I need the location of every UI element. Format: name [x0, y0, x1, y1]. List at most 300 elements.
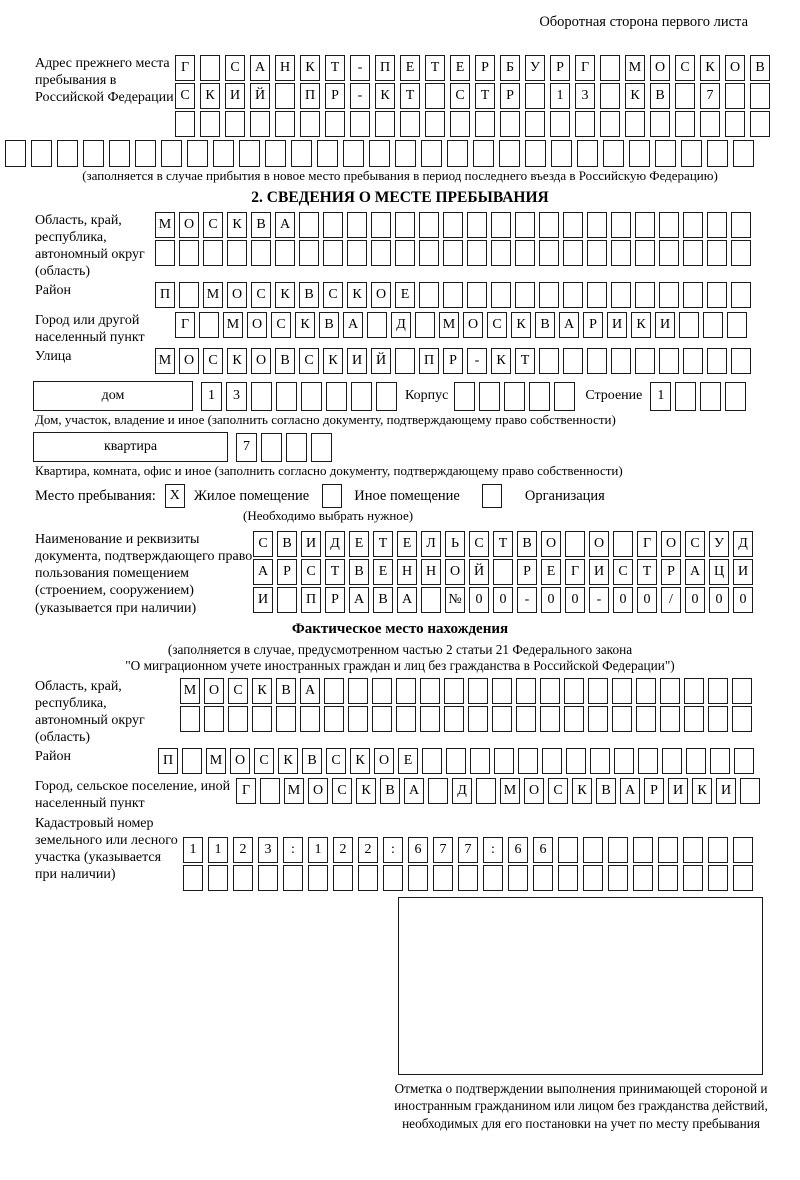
- grid-cell[interactable]: [228, 706, 248, 732]
- grid-cell[interactable]: В: [276, 678, 296, 704]
- grid-cell[interactable]: Д: [325, 531, 345, 557]
- grid-cell[interactable]: [681, 140, 702, 167]
- grid-cell[interactable]: 3: [575, 83, 595, 109]
- grid-cell[interactable]: [660, 706, 680, 732]
- grid-cell[interactable]: В: [349, 559, 369, 585]
- grid-cell[interactable]: 6: [533, 837, 553, 863]
- grid-cell[interactable]: К: [275, 282, 295, 308]
- grid-cell[interactable]: [516, 678, 536, 704]
- grid-cell[interactable]: С: [326, 748, 346, 774]
- grid-cell[interactable]: [479, 382, 500, 411]
- grid-cell[interactable]: П: [301, 587, 321, 613]
- grid-cell[interactable]: 0: [541, 587, 561, 613]
- grid-cell[interactable]: Г: [175, 312, 195, 338]
- grid-cell[interactable]: [725, 83, 745, 109]
- grid-cell[interactable]: С: [323, 282, 343, 308]
- grid-cell[interactable]: Г: [236, 778, 256, 804]
- grid-cell[interactable]: С: [613, 559, 633, 585]
- grid-cell[interactable]: И: [607, 312, 627, 338]
- grid-cell[interactable]: [733, 837, 753, 863]
- grid-cell[interactable]: -: [350, 83, 370, 109]
- grid-cell[interactable]: 7: [433, 837, 453, 863]
- grid-cell[interactable]: [683, 240, 703, 266]
- grid-cell[interactable]: [539, 240, 559, 266]
- grid-cell[interactable]: Е: [450, 55, 470, 81]
- grid-cell[interactable]: [540, 706, 560, 732]
- checkbox-inoe[interactable]: [322, 484, 342, 508]
- grid-cell[interactable]: [371, 240, 391, 266]
- grid-cell[interactable]: [199, 312, 219, 338]
- grid-cell[interactable]: [369, 140, 390, 167]
- grid-cell[interactable]: 7: [458, 837, 478, 863]
- grid-cell[interactable]: [540, 678, 560, 704]
- grid-cell[interactable]: /: [661, 587, 681, 613]
- grid-cell[interactable]: [252, 706, 272, 732]
- grid-cell[interactable]: [508, 865, 528, 891]
- grid-cell[interactable]: [204, 706, 224, 732]
- grid-cell[interactable]: [301, 382, 322, 411]
- grid-cell[interactable]: [731, 240, 751, 266]
- grid-cell[interactable]: -: [589, 587, 609, 613]
- grid-cell[interactable]: О: [230, 748, 250, 774]
- grid-cell[interactable]: К: [323, 348, 343, 374]
- grid-cell[interactable]: А: [300, 678, 320, 704]
- grid-cell[interactable]: [515, 240, 535, 266]
- grid-cell[interactable]: М: [500, 778, 520, 804]
- grid-cell[interactable]: [583, 865, 603, 891]
- grid-cell[interactable]: [31, 140, 52, 167]
- grid-cell[interactable]: Й: [250, 83, 270, 109]
- grid-cell[interactable]: [491, 240, 511, 266]
- grid-cell[interactable]: Р: [325, 587, 345, 613]
- grid-cell[interactable]: Р: [644, 778, 664, 804]
- grid-cell[interactable]: [550, 111, 570, 137]
- grid-cell[interactable]: [347, 212, 367, 238]
- grid-cell[interactable]: П: [375, 55, 395, 81]
- grid-cell[interactable]: Т: [493, 531, 513, 557]
- grid-cell[interactable]: [577, 140, 598, 167]
- grid-cell[interactable]: Р: [550, 55, 570, 81]
- grid-cell[interactable]: [683, 865, 703, 891]
- grid-cell[interactable]: 2: [358, 837, 378, 863]
- grid-cell[interactable]: [323, 212, 343, 238]
- grid-cell[interactable]: [525, 140, 546, 167]
- grid-cell[interactable]: [275, 111, 295, 137]
- grid-cell[interactable]: [733, 865, 753, 891]
- grid-cell[interactable]: [491, 282, 511, 308]
- grid-cell[interactable]: [655, 140, 676, 167]
- grid-cell[interactable]: А: [397, 587, 417, 613]
- grid-cell[interactable]: [425, 83, 445, 109]
- grid-cell[interactable]: [525, 83, 545, 109]
- grid-cell[interactable]: №: [445, 587, 465, 613]
- grid-cell[interactable]: 7: [236, 433, 257, 462]
- grid-cell[interactable]: [539, 212, 559, 238]
- grid-cell[interactable]: Н: [421, 559, 441, 585]
- grid-cell[interactable]: [109, 140, 130, 167]
- grid-cell[interactable]: [660, 678, 680, 704]
- grid-cell[interactable]: К: [356, 778, 376, 804]
- grid-cell[interactable]: 7: [700, 83, 720, 109]
- grid-cell[interactable]: С: [203, 348, 223, 374]
- grid-cell[interactable]: [275, 240, 295, 266]
- grid-cell[interactable]: И: [225, 83, 245, 109]
- grid-cell[interactable]: [707, 282, 727, 308]
- grid-cell[interactable]: -: [517, 587, 537, 613]
- grid-cell[interactable]: [600, 83, 620, 109]
- grid-cell[interactable]: [636, 678, 656, 704]
- grid-cell[interactable]: У: [709, 531, 729, 557]
- grid-cell[interactable]: К: [347, 282, 367, 308]
- grid-cell[interactable]: [636, 706, 656, 732]
- grid-cell[interactable]: [396, 706, 416, 732]
- grid-cell[interactable]: А: [620, 778, 640, 804]
- grid-cell[interactable]: [600, 111, 620, 137]
- grid-cell[interactable]: [251, 240, 271, 266]
- grid-cell[interactable]: [629, 140, 650, 167]
- grid-cell[interactable]: [444, 706, 464, 732]
- grid-cell[interactable]: Н: [397, 559, 417, 585]
- grid-cell[interactable]: С: [450, 83, 470, 109]
- grid-cell[interactable]: В: [251, 212, 271, 238]
- grid-cell[interactable]: [208, 865, 228, 891]
- grid-cell[interactable]: [494, 748, 514, 774]
- grid-cell[interactable]: [251, 382, 272, 411]
- grid-cell[interactable]: В: [302, 748, 322, 774]
- grid-cell[interactable]: О: [308, 778, 328, 804]
- grid-cell[interactable]: [371, 212, 391, 238]
- grid-cell[interactable]: Г: [565, 559, 585, 585]
- grid-cell[interactable]: [504, 382, 525, 411]
- grid-cell[interactable]: [565, 531, 585, 557]
- grid-cell[interactable]: 3: [258, 837, 278, 863]
- grid-cell[interactable]: [707, 240, 727, 266]
- grid-cell[interactable]: С: [301, 559, 321, 585]
- grid-cell[interactable]: [135, 140, 156, 167]
- grid-cell[interactable]: Р: [277, 559, 297, 585]
- grid-cell[interactable]: К: [572, 778, 592, 804]
- grid-cell[interactable]: [683, 212, 703, 238]
- grid-cell[interactable]: О: [204, 678, 224, 704]
- grid-cell[interactable]: [347, 240, 367, 266]
- grid-cell[interactable]: [613, 531, 633, 557]
- grid-cell[interactable]: П: [158, 748, 178, 774]
- grid-cell[interactable]: 1: [308, 837, 328, 863]
- grid-cell[interactable]: К: [375, 83, 395, 109]
- grid-cell[interactable]: [350, 111, 370, 137]
- grid-cell[interactable]: [317, 140, 338, 167]
- grid-cell[interactable]: [588, 678, 608, 704]
- grid-cell[interactable]: Й: [371, 348, 391, 374]
- grid-cell[interactable]: [659, 282, 679, 308]
- grid-cell[interactable]: [203, 240, 223, 266]
- grid-cell[interactable]: [563, 240, 583, 266]
- grid-cell[interactable]: А: [349, 587, 369, 613]
- grid-cell[interactable]: Ц: [709, 559, 729, 585]
- grid-cell[interactable]: [300, 111, 320, 137]
- grid-cell[interactable]: С: [675, 55, 695, 81]
- grid-cell[interactable]: [458, 865, 478, 891]
- grid-cell[interactable]: К: [295, 312, 315, 338]
- grid-cell[interactable]: В: [319, 312, 339, 338]
- grid-cell[interactable]: [611, 240, 631, 266]
- grid-cell[interactable]: 2: [233, 837, 253, 863]
- grid-cell[interactable]: А: [250, 55, 270, 81]
- grid-cell[interactable]: [659, 212, 679, 238]
- grid-cell[interactable]: О: [541, 531, 561, 557]
- grid-cell[interactable]: Е: [397, 531, 417, 557]
- grid-cell[interactable]: 6: [508, 837, 528, 863]
- grid-cell[interactable]: И: [716, 778, 736, 804]
- grid-cell[interactable]: [710, 748, 730, 774]
- grid-cell[interactable]: В: [275, 348, 295, 374]
- grid-cell[interactable]: [707, 212, 727, 238]
- grid-cell[interactable]: Р: [443, 348, 463, 374]
- grid-cell[interactable]: О: [179, 212, 199, 238]
- grid-cell[interactable]: [348, 678, 368, 704]
- grid-cell[interactable]: И: [347, 348, 367, 374]
- grid-cell[interactable]: [575, 111, 595, 137]
- grid-cell[interactable]: К: [511, 312, 531, 338]
- grid-cell[interactable]: 1: [183, 837, 203, 863]
- grid-cell[interactable]: О: [374, 748, 394, 774]
- grid-cell[interactable]: [467, 212, 487, 238]
- grid-cell[interactable]: 0: [469, 587, 489, 613]
- grid-cell[interactable]: Ь: [445, 531, 465, 557]
- grid-cell[interactable]: [750, 111, 770, 137]
- grid-cell[interactable]: [258, 865, 278, 891]
- grid-cell[interactable]: К: [625, 83, 645, 109]
- grid-cell[interactable]: [612, 706, 632, 732]
- grid-cell[interactable]: М: [439, 312, 459, 338]
- grid-cell[interactable]: [299, 212, 319, 238]
- grid-cell[interactable]: Е: [541, 559, 561, 585]
- grid-cell[interactable]: К: [278, 748, 298, 774]
- grid-cell[interactable]: [372, 706, 392, 732]
- grid-cell[interactable]: [475, 111, 495, 137]
- grid-cell[interactable]: [367, 312, 387, 338]
- grid-cell[interactable]: С: [254, 748, 274, 774]
- grid-cell[interactable]: И: [733, 559, 753, 585]
- grid-cell[interactable]: [395, 240, 415, 266]
- grid-cell[interactable]: [611, 282, 631, 308]
- grid-cell[interactable]: [731, 282, 751, 308]
- grid-cell[interactable]: Д: [391, 312, 411, 338]
- grid-cell[interactable]: А: [253, 559, 273, 585]
- grid-cell[interactable]: [447, 140, 468, 167]
- grid-cell[interactable]: [443, 240, 463, 266]
- grid-cell[interactable]: [425, 111, 445, 137]
- grid-cell[interactable]: [635, 282, 655, 308]
- grid-cell[interactable]: [395, 348, 415, 374]
- grid-cell[interactable]: [325, 111, 345, 137]
- grid-cell[interactable]: [662, 748, 682, 774]
- grid-cell[interactable]: [635, 240, 655, 266]
- grid-cell[interactable]: [227, 240, 247, 266]
- grid-cell[interactable]: [400, 111, 420, 137]
- grid-cell[interactable]: [558, 837, 578, 863]
- grid-cell[interactable]: [700, 382, 721, 411]
- grid-cell[interactable]: [444, 678, 464, 704]
- grid-cell[interactable]: Р: [325, 83, 345, 109]
- grid-cell[interactable]: [734, 748, 754, 774]
- grid-cell[interactable]: 1: [201, 382, 222, 411]
- grid-cell[interactable]: [707, 140, 728, 167]
- grid-cell[interactable]: К: [252, 678, 272, 704]
- grid-cell[interactable]: [250, 111, 270, 137]
- grid-cell[interactable]: [684, 706, 704, 732]
- grid-cell[interactable]: П: [300, 83, 320, 109]
- grid-cell[interactable]: В: [517, 531, 537, 557]
- grid-cell[interactable]: [600, 55, 620, 81]
- grid-cell[interactable]: [675, 83, 695, 109]
- grid-cell[interactable]: [563, 212, 583, 238]
- grid-cell[interactable]: 0: [565, 587, 585, 613]
- grid-cell[interactable]: [587, 348, 607, 374]
- grid-cell[interactable]: [358, 865, 378, 891]
- grid-cell[interactable]: [500, 111, 520, 137]
- grid-cell[interactable]: С: [487, 312, 507, 338]
- grid-cell[interactable]: [175, 111, 195, 137]
- grid-cell[interactable]: [727, 312, 747, 338]
- grid-cell[interactable]: [515, 212, 535, 238]
- grid-cell[interactable]: [563, 348, 583, 374]
- grid-cell[interactable]: [276, 382, 297, 411]
- grid-cell[interactable]: 0: [685, 587, 705, 613]
- grid-cell[interactable]: [420, 678, 440, 704]
- grid-cell[interactable]: [180, 706, 200, 732]
- grid-cell[interactable]: Т: [425, 55, 445, 81]
- grid-cell[interactable]: [539, 282, 559, 308]
- grid-cell[interactable]: Т: [325, 559, 345, 585]
- grid-cell[interactable]: [566, 748, 586, 774]
- checkbox-organizatsiya[interactable]: [482, 484, 502, 508]
- grid-cell[interactable]: [348, 706, 368, 732]
- grid-cell[interactable]: Т: [637, 559, 657, 585]
- grid-cell[interactable]: К: [631, 312, 651, 338]
- grid-cell[interactable]: [179, 282, 199, 308]
- grid-cell[interactable]: [299, 240, 319, 266]
- grid-cell[interactable]: С: [251, 282, 271, 308]
- grid-cell[interactable]: [732, 678, 752, 704]
- grid-cell[interactable]: 0: [613, 587, 633, 613]
- grid-cell[interactable]: 0: [493, 587, 513, 613]
- grid-cell[interactable]: [187, 140, 208, 167]
- grid-cell[interactable]: [499, 140, 520, 167]
- grid-cell[interactable]: И: [668, 778, 688, 804]
- grid-cell[interactable]: И: [655, 312, 675, 338]
- grid-cell[interactable]: [611, 348, 631, 374]
- grid-cell[interactable]: М: [223, 312, 243, 338]
- grid-cell[interactable]: Й: [469, 559, 489, 585]
- grid-cell[interactable]: [300, 706, 320, 732]
- grid-cell[interactable]: [608, 865, 628, 891]
- grid-cell[interactable]: [683, 348, 703, 374]
- grid-cell[interactable]: [419, 282, 439, 308]
- grid-cell[interactable]: [684, 678, 704, 704]
- grid-cell[interactable]: Т: [373, 531, 393, 557]
- grid-cell[interactable]: С: [469, 531, 489, 557]
- grid-cell[interactable]: Е: [395, 282, 415, 308]
- grid-cell[interactable]: [533, 865, 553, 891]
- grid-cell[interactable]: [470, 748, 490, 774]
- grid-cell[interactable]: [525, 111, 545, 137]
- grid-cell[interactable]: А: [685, 559, 705, 585]
- grid-cell[interactable]: [326, 382, 347, 411]
- grid-cell[interactable]: [638, 748, 658, 774]
- grid-cell[interactable]: С: [271, 312, 291, 338]
- grid-cell[interactable]: К: [350, 748, 370, 774]
- grid-cell[interactable]: [725, 111, 745, 137]
- grid-cell[interactable]: Е: [349, 531, 369, 557]
- grid-cell[interactable]: [590, 748, 610, 774]
- grid-cell[interactable]: [588, 706, 608, 732]
- grid-cell[interactable]: О: [524, 778, 544, 804]
- grid-cell[interactable]: [179, 240, 199, 266]
- grid-cell[interactable]: В: [380, 778, 400, 804]
- grid-cell[interactable]: [467, 282, 487, 308]
- grid-cell[interactable]: Е: [398, 748, 418, 774]
- grid-cell[interactable]: Р: [475, 55, 495, 81]
- grid-cell[interactable]: О: [247, 312, 267, 338]
- grid-cell[interactable]: [708, 706, 728, 732]
- grid-cell[interactable]: С: [175, 83, 195, 109]
- grid-cell[interactable]: В: [596, 778, 616, 804]
- grid-cell[interactable]: О: [445, 559, 465, 585]
- grid-cell[interactable]: [467, 240, 487, 266]
- grid-cell[interactable]: [587, 240, 607, 266]
- grid-cell[interactable]: К: [491, 348, 511, 374]
- grid-cell[interactable]: [658, 865, 678, 891]
- grid-cell[interactable]: [446, 748, 466, 774]
- grid-cell[interactable]: С: [203, 212, 223, 238]
- grid-cell[interactable]: А: [275, 212, 295, 238]
- grid-cell[interactable]: [351, 382, 372, 411]
- grid-cell[interactable]: 6: [408, 837, 428, 863]
- grid-cell[interactable]: [659, 348, 679, 374]
- grid-cell[interactable]: А: [559, 312, 579, 338]
- grid-cell[interactable]: [276, 706, 296, 732]
- grid-cell[interactable]: П: [419, 348, 439, 374]
- grid-cell[interactable]: [291, 140, 312, 167]
- grid-cell[interactable]: Т: [475, 83, 495, 109]
- grid-cell[interactable]: [376, 382, 397, 411]
- grid-cell[interactable]: [454, 382, 475, 411]
- grid-cell[interactable]: [428, 778, 448, 804]
- grid-cell[interactable]: 1: [550, 83, 570, 109]
- grid-cell[interactable]: 1: [650, 382, 671, 411]
- grid-cell[interactable]: [468, 706, 488, 732]
- grid-cell[interactable]: М: [625, 55, 645, 81]
- grid-cell[interactable]: [233, 865, 253, 891]
- grid-cell[interactable]: [323, 240, 343, 266]
- grid-cell[interactable]: [420, 706, 440, 732]
- grid-cell[interactable]: [200, 55, 220, 81]
- grid-cell[interactable]: [443, 212, 463, 238]
- grid-cell[interactable]: [587, 212, 607, 238]
- grid-cell[interactable]: [422, 748, 442, 774]
- grid-cell[interactable]: [518, 748, 538, 774]
- grid-cell[interactable]: -: [350, 55, 370, 81]
- grid-cell[interactable]: [421, 587, 441, 613]
- grid-cell[interactable]: [750, 83, 770, 109]
- grid-cell[interactable]: [658, 837, 678, 863]
- grid-cell[interactable]: [395, 140, 416, 167]
- grid-cell[interactable]: :: [483, 837, 503, 863]
- grid-cell[interactable]: [725, 382, 746, 411]
- grid-cell[interactable]: Г: [637, 531, 657, 557]
- grid-cell[interactable]: [83, 140, 104, 167]
